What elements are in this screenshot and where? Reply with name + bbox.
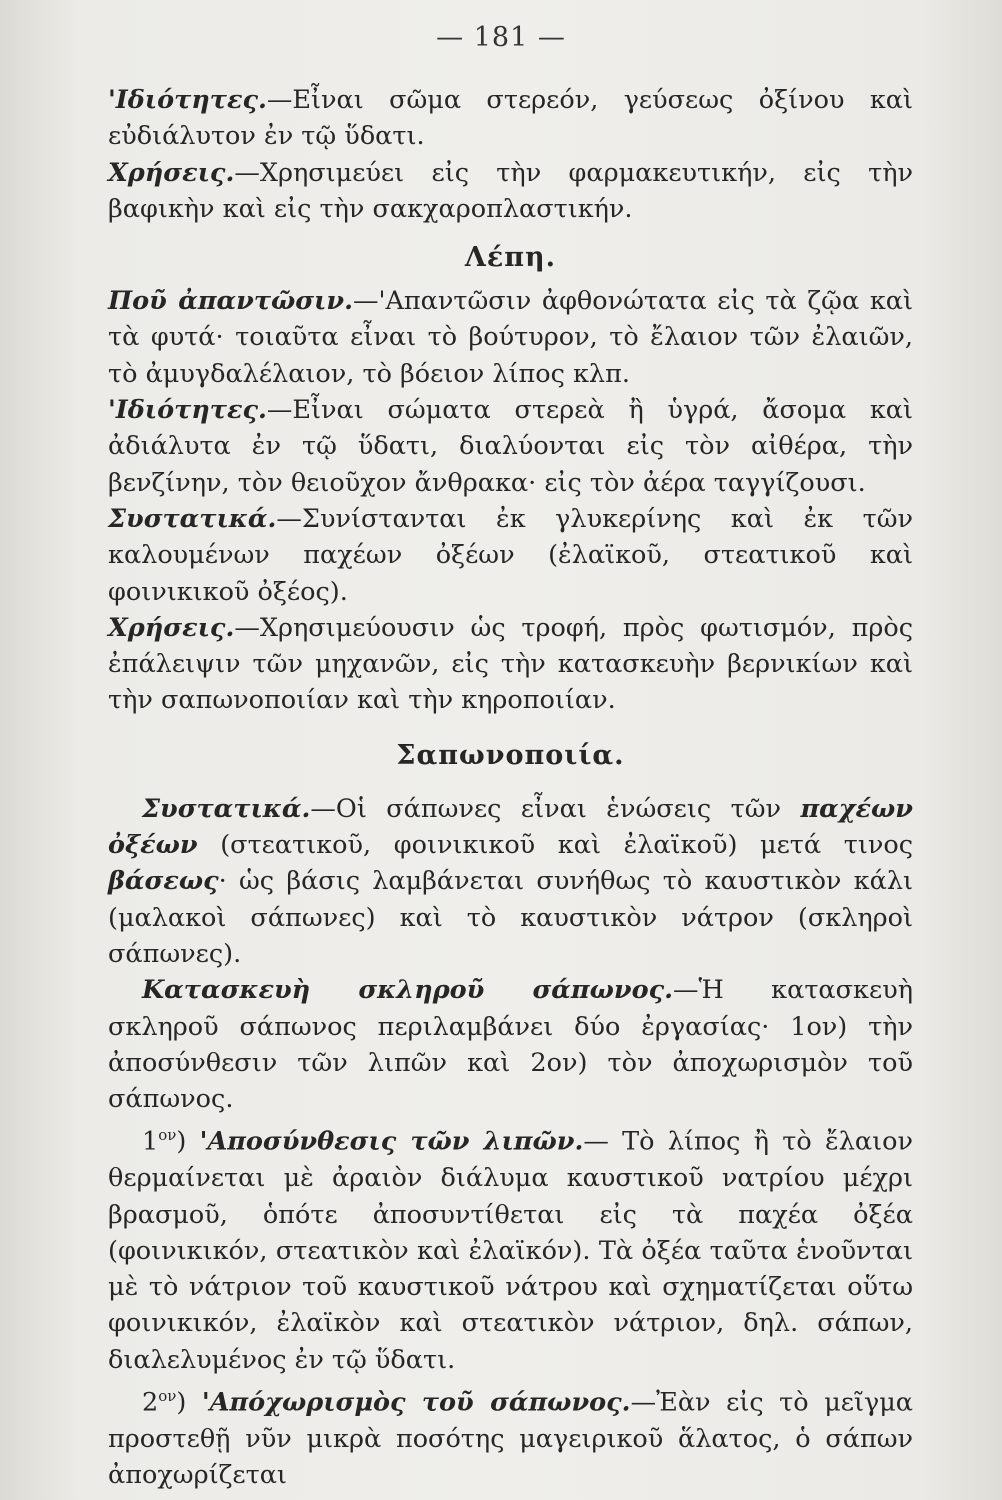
paragraph-step-1 [108,1117,913,1378]
paragraph-properties-1 [108,82,913,155]
term-label: 'Απόχωρισμὸς τοῦ σάπωνος. [201,1387,631,1418]
paragraph-text: —Εἶναι σῶμα στερεόν, γεύσεως ὀξίνου καὶ εὐδιάλυτον ἐν τῷ ὕδατι. [108,85,913,152]
term-label: Συστατικά. [108,503,277,534]
paragraph-text: — Τὸ λίπος ἢ τὸ ἔλαιον θερμαίνεται μὲ ἀραιὸν διάλυμα καυστικοῦ νατρίου μέχρι βρασμοῦ, ὁπότε ἀποσυντίθεται εἰς τὰ παχέα ὀξέα (φοινικικόν, στεατικὸν καὶ ἐλαϊκόν). Τὰ ὀξέα ταῦτα ἑνοῦνται μὲ τὸ νάτριον τοῦ καυστικοῦ νάτρου καὶ σχηματίζεται οὕτω φοινικικόν, ἐλαϊκὸν καὶ στεατικὸν νάτριον, δηλ. σάπων, διαλελυμένος ἐν τῷ ὕδατι. [108,1126,913,1375]
paragraph-text: —Χρησιμεύουσιν ὡς τροφή, πρὸς φωτισμόν, πρὸς ἐπάλειψιν τῶν μηχανῶν, εἰς τὴν κατασκευὴν βερνικίων καὶ τὴν σαπωνοποιίαν καὶ τὴν κηροποιίαν. [108,612,913,716]
step-number: 2 [142,1387,159,1418]
paragraph-constituents-1 [108,501,913,610]
step-ordinal-suffix: ον [158,1387,177,1405]
term-label: 'Αποσύνθεσις τῶν λιπῶν. [199,1126,584,1157]
term-label: Ποῦ ἀπαντῶσιν. [108,286,353,317]
term-label: Χρήσεις. [108,157,235,188]
step-paren: ) [176,1387,202,1418]
page-body [108,82,913,1493]
emphasis-base: βάσεως [108,866,219,897]
step-paren: ) [176,1126,200,1157]
paragraph-constituents-2 [108,791,913,972]
term-label: Κατασκευὴ σκληροῦ σάπωνος. [142,975,673,1006]
paragraph-step-2 [108,1378,913,1493]
paragraph-properties-2 [108,392,913,501]
paragraph-hard-soap [108,972,913,1117]
paragraph-text: · ὡς βάσις λαμβάνεται συνήθως τὸ καυστικὸν κάλι (μαλακοὶ σάπωνες) καὶ τὸ καυστικὸν νάτρον (σκληροὶ σάπωνες). [108,866,913,969]
section-heading-soapmaking: Σαπωνοποιία. [396,739,625,771]
term-label: Χρήσεις. [108,612,235,643]
emphasis-fatty-acids: παχέων ὀξέων [108,793,913,861]
term-label: Συστατικά. [142,793,311,824]
paragraph-text: —Ἡ κατασκευὴ σκληροῦ σάπωνος περιλαμβάνει δύο ἐργασίας· 1ον) τὴν ἀποσύνθεσιν τῶν λιπῶν καὶ 2ον) τὸν ἀποχωρισμὸν τοῦ σάπωνος. [108,975,913,1115]
paragraph-uses-1 [108,155,913,228]
paragraph-text: —Χρησιμεύει εἰς τὴν φαρμακευτικήν, εἰς τὴν βαφικὴν καὶ εἰς τὴν σακχαροπλαστικήν. [108,157,913,224]
paragraph-text: —'Απαντῶσιν ἀφθονώτατα εἰς τὰ ζῷα καὶ τὰ φυτά· τοιαῦτα εἶναι τὸ βούτυρον, τὸ ἔλαιον τῶν ἐλαιῶν, τὸ ἀμυγδαλέλαιον, τὸ βόειον λίπος κλπ. [108,286,913,389]
section-heading-fats: Λέπη. [464,242,557,274]
paragraph-uses-2 [108,610,913,719]
term-label: 'Ιδιότητες. [108,395,267,426]
step-number: 1 [142,1126,159,1157]
paragraph-text: —Ἐὰν εἰς τὸ μεῖγμα προστεθῇ νῦν μικρὰ ποσότης μαγειρικοῦ ἅλατος, ὁ σάπων ἀποχωρίζεται [108,1387,914,1491]
term-label: 'Ιδιότητες. [108,85,267,115]
step-ordinal-suffix: ον [158,1126,177,1145]
page-number: — 181 — [436,22,566,53]
paragraph-where-found [108,283,913,392]
paragraph-text: (στεατικοῦ, φοινικικοῦ καὶ ἐλαϊκοῦ) μετά τινος [197,830,913,861]
paragraph-text: —Συνίστανται ἐκ γλυκερίνης καὶ ἐκ τῶν καλουμένων παχέων ὀξέων (ἐλαϊκοῦ, στεατικοῦ καὶ φοινικικοῦ ὀξέος). [108,503,913,607]
paragraph-text: —Οἱ σάπωνες εἶναι ἑνώσεις τῶν [310,793,801,824]
paragraph-text: —Εἶναι σώματα στερεὰ ἢ ὑγρά, ἄσομα καὶ ἀδιάλυτα ἐν τῷ ὕδατι, διαλύονται εἰς τὸν αἰθέρα, τὴν βενζίνην, τὸν θειοῦχον ἄνθρακα· εἰς τὸν ἀέρα ταγγίζουσι. [108,395,913,498]
